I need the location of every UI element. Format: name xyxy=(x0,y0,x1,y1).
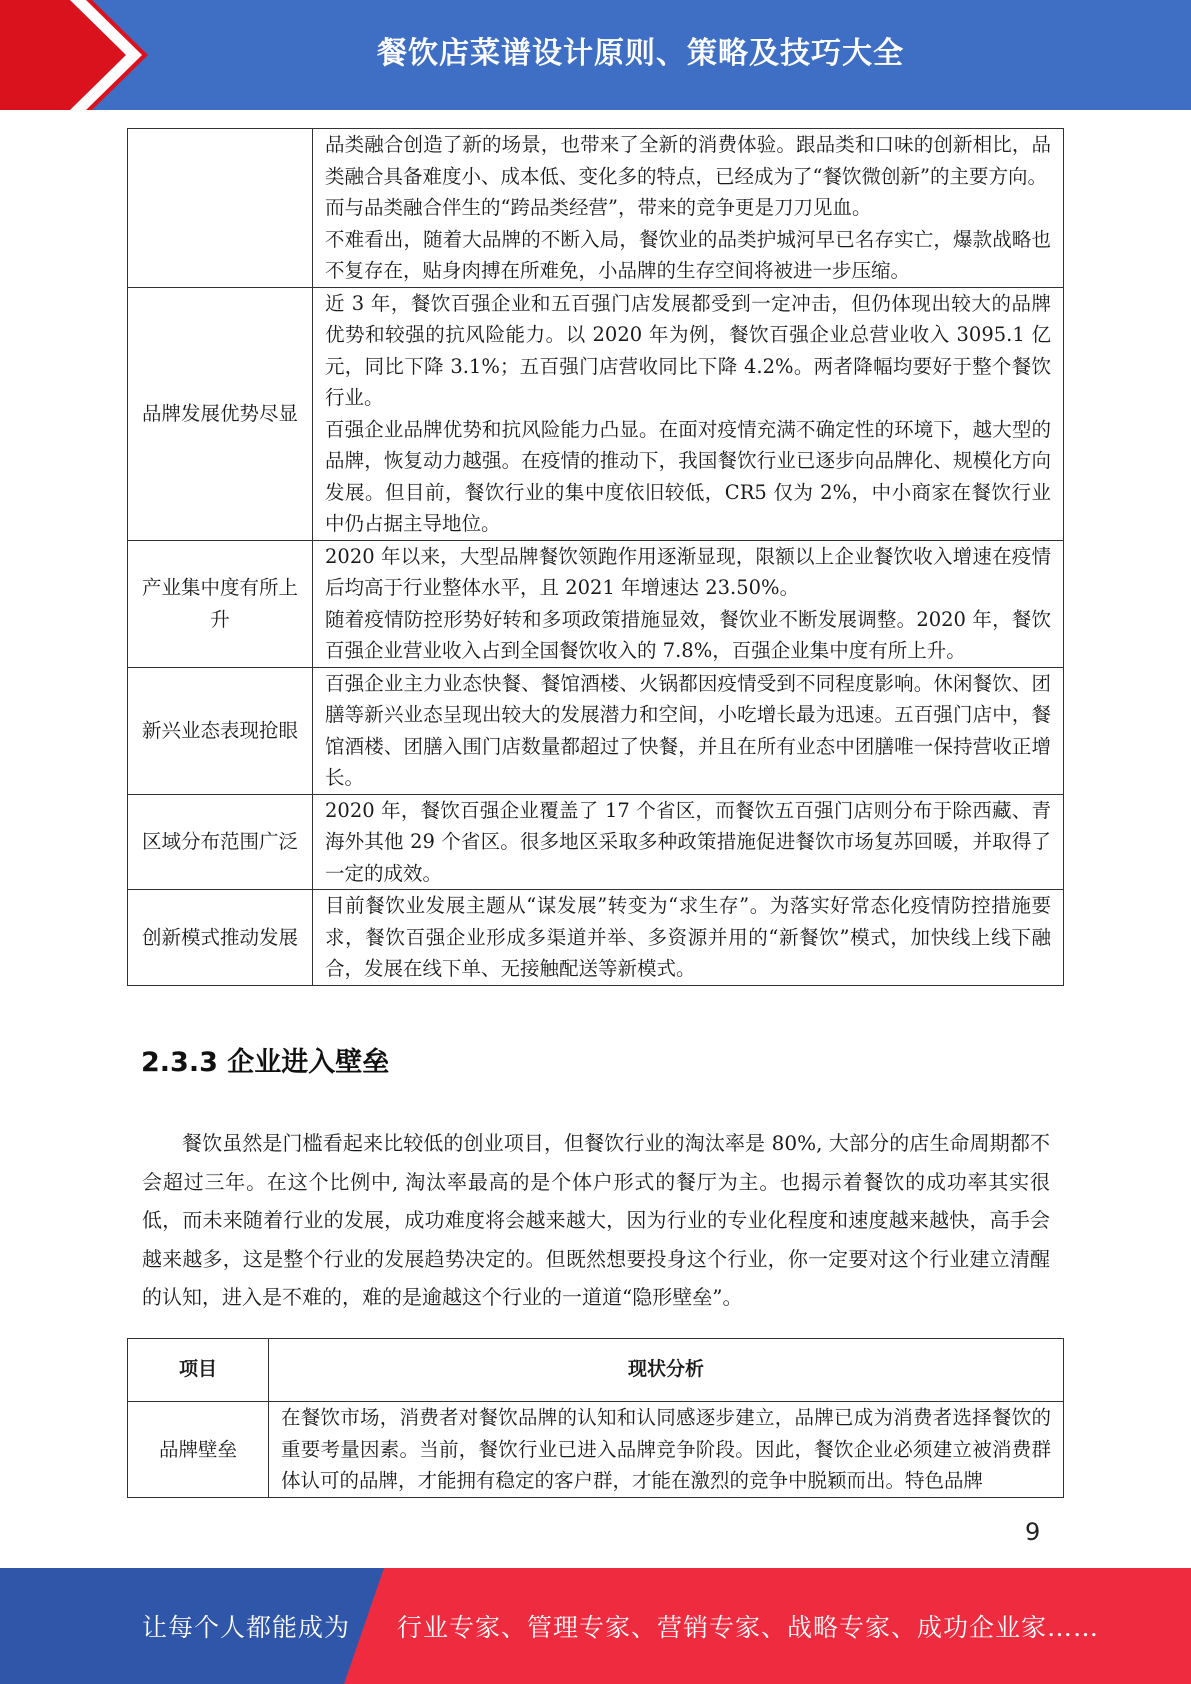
page-number: 9 xyxy=(1025,1518,1041,1546)
table-row xyxy=(128,287,1064,540)
row-paragraph: 2020 年以来，大型品牌餐饮领跑作用逐渐显现，限额以上企业餐饮收入增速在疫情后均高于行业整体水平，且 2021 年增速达 23.50%。 xyxy=(325,544,1051,599)
body-paragraph: 餐饮虽然是门槛看起来比较低的创业项目，但餐饮行业的淘汰率是 80%, 大部分的店生命周期都不会超过三年。在这个比例中, 淘汰率最高的是个体户形式的餐厅为主。也揭示着餐饮的成功率其实很低，而未来随着行业的发展，成功难度将会越来越大，因为行业的专业化程度和速度越来越快，高手会越来越多，这是整个行业的发展趋势决定的。但既然想要投身这个行业，你一定要对这个行业建立清醒的认知，进入是不难的，难的是逾越这个行业的一道道“隐形壁垒”。 xyxy=(142,1131,1050,1309)
row-paragraph: 百强企业品牌优势和抗风险能力凸显。在面对疫情充满不确定性的环境下，越大型的品牌，恢复动力越强。在疫情的推动下，我国餐饮行业已逐步向品牌化、规模化方向发展。但目前，餐饮行业的集中度依旧较低，CR5 仅为 2%，中小商家在餐饮行业中仍占据主导地位。 xyxy=(325,417,1051,535)
row-paragraph: 百强企业主力业态快餐、餐馆酒楼、火锅都因疫情受到不同程度影响。休闲餐饮、团膳等新兴业态呈现出较大的发展潜力和空间，小吃增长最为迅速。五百强门店中，餐馆酒楼、团膳入围门店数量都超过了快餐，并且在所有业态中团膳唯一保持营收正增长。 xyxy=(325,671,1051,789)
table-header-row xyxy=(128,1339,1064,1402)
row-label: 品牌壁垒 xyxy=(128,1402,269,1498)
row-label: 产业集中度有所上升 xyxy=(128,540,313,667)
row-paragraph: 不难看出，随着大品牌的不断入局，餐饮业的品类护城河早已名存实亡，爆款战略也不复存在，贴身肉搏在所难免，小品牌的生存空间将被进一步压缩。 xyxy=(325,227,1051,282)
red-chevron-decoration xyxy=(0,0,160,110)
document-title: 餐饮店菜谱设计原则、策略及技巧大全 xyxy=(377,36,904,71)
row-label xyxy=(128,129,313,288)
header-banner xyxy=(0,0,1191,110)
row-label: 品牌发展优势尽显 xyxy=(128,287,313,540)
footer-banner xyxy=(0,1568,1191,1684)
table-row xyxy=(128,794,1064,890)
row-content xyxy=(313,667,1064,794)
row-content: 在餐饮市场，消费者对餐饮品牌的认知和认同感逐步建立，品牌已成为消费者选择餐饮的重要考量因素。当前，餐饮行业已进入品牌竞争阶段。因此，餐饮企业必须建立被消费群体认可的品牌，才能拥有稳定的客户群，才能在激烈的竞争中脱颖而出。特色品牌 xyxy=(269,1402,1064,1498)
column-header-analysis: 现状分析 xyxy=(269,1339,1064,1402)
table-row xyxy=(128,540,1064,667)
analysis-table xyxy=(127,128,1064,986)
row-paragraph: 而与品类融合伴生的“跨品类经营”，带来的竞争更是刀刀见血。 xyxy=(325,196,872,219)
row-label: 创新模式推动发展 xyxy=(128,890,313,986)
row-content xyxy=(313,540,1064,667)
table-row xyxy=(128,890,1064,986)
footer-slogan-left: 让每个人都能成为 xyxy=(142,1613,351,1642)
table-row xyxy=(128,129,1064,288)
row-label: 新兴业态表现抢眼 xyxy=(128,667,313,794)
row-content xyxy=(313,890,1064,986)
row-paragraph: 2020 年，餐饮百强企业覆盖了 17 个省区，而餐饮五百强门店则分布于除西藏、青海外其他 29 个省区。很多地区采取多种政策措施促进餐饮市场复苏回暖，并取得了一定的成效。 xyxy=(325,798,1051,885)
table-row xyxy=(128,667,1064,794)
row-label: 区域分布范围广泛 xyxy=(128,794,313,890)
row-content xyxy=(313,129,1064,288)
row-paragraph: 目前餐饮业发展主题从“谋发展”转变为“求生存”。为落实好常态化疫情防控措施要求，餐饮百强企业形成多渠道并举、多资源并用的“新餐饮”模式，加快线上线下融合，发展在线下单、无接触配送等新模式。 xyxy=(325,894,1051,980)
footer-slogan-right: 行业专家、管理专家、营销专家、战略专家、成功企业家…… xyxy=(397,1613,1100,1642)
table-row xyxy=(128,1402,1064,1498)
row-content xyxy=(313,794,1064,890)
row-paragraph: 随着疫情防控形势好转和多项政策措施显效，餐饮业不断发展调整。2020 年，餐饮百强企业营业收入占到全国餐饮收入的 7.8%，百强企业集中度有所上升。 xyxy=(325,607,1051,662)
barrier-table xyxy=(127,1338,1064,1498)
row-paragraph: 品类融合创造了新的场景，也带来了全新的消费体验。跟品类和口味的创新相比，品类融合具备难度小、成本低、变化多的特点，已经成为了“餐饮微创新”的主要方向。 xyxy=(325,133,1051,188)
row-paragraph: 近 3 年，餐饮百强企业和五百强门店发展都受到一定冲击，但仍体现出较大的品牌优势和较强的抗风险能力。以 2020 年为例，餐饮百强企业总营业收入 3095.1 亿元，同比下降 3.1%；五百强门店营收同比下降 4.2%。两者降幅均要好于整个餐饮行业。 xyxy=(325,291,1051,409)
section-heading: 2.3.3 企业进入壁垒 xyxy=(141,1047,390,1078)
column-header-item: 项目 xyxy=(128,1339,269,1402)
row-content xyxy=(313,287,1064,540)
